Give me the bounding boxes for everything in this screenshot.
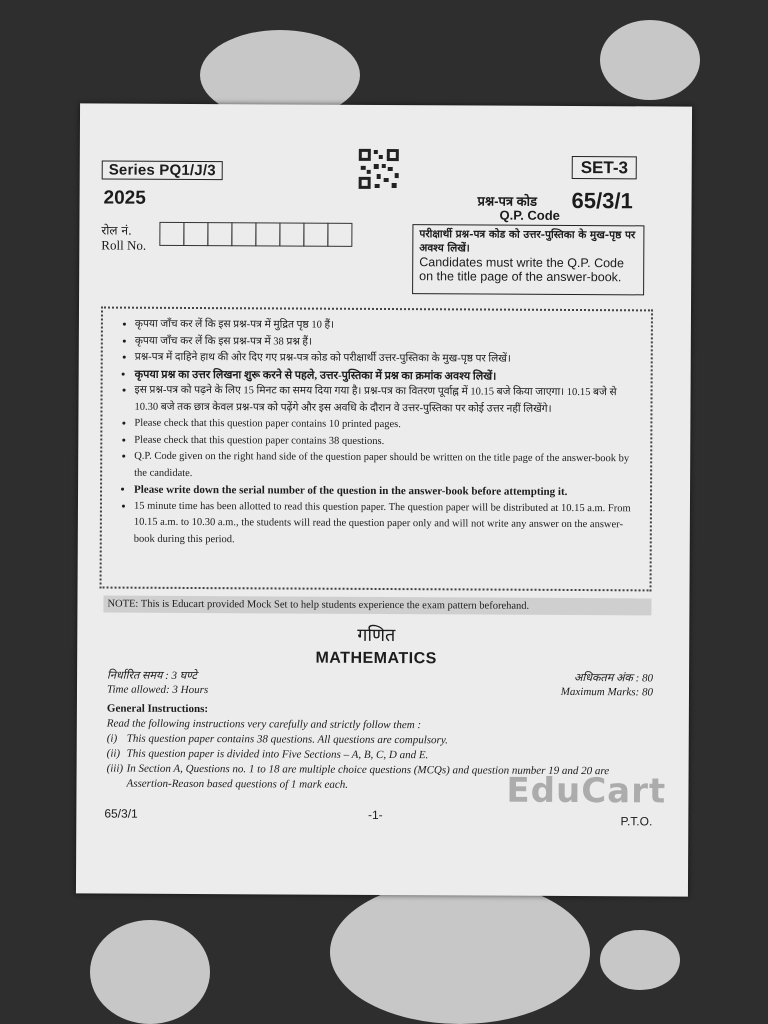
general-instructions-intro: Read the following instructions very carefully and strictly follow them : [106,717,422,732]
maximum-marks-hindi: अधिकतम अंक : 80 [573,671,654,685]
item-text: This question paper contains 38 questions. All questions are compulsory. [126,732,448,747]
set-label: SET-3 [572,156,637,179]
year: 2025 [103,187,146,209]
item-number: (ii) [106,747,121,760]
background-flower [330,880,590,1024]
instruction-item: • 15 minute time has been allotted to read this question paper. The question paper will be distributed at 10.15 a.m. From 10.15 a.m. to 10.30 a.m., the students will read the question paper only and will not write any answer on the answer-book during this period. [134,498,640,550]
subject-title: MATHEMATICS [315,649,437,668]
instruction-item: • Please write down the serial number of the question in the answer-book before attempting it. [134,482,640,501]
roll-number-hindi-label: रोल नं. [101,223,132,238]
page-number: -1- [367,807,383,822]
mock-set-note: NOTE: This is Educart provided Mock Set to help students experience the exam pattern beforehand. [103,596,651,616]
instruction-item: • Please check that this question paper contains 38 questions. [134,432,640,451]
instructions-box [100,307,653,592]
time-allowed-english: Time allowed: 3 Hours [106,683,209,697]
background-flower [600,20,700,100]
qp-code: 65/3/1 [571,187,633,214]
time-allowed-hindi: निर्धारित समय : 3 घण्टे [107,669,198,683]
item-text: This question paper is divided into Five Sections – A, B, C, D and E. [126,747,429,762]
instruction-item: • कृपया जाँच कर लें कि इस प्रश्न-पत्र में मुद्रित पृष्ठ 10 हैं। [135,317,641,336]
series-label: Series PQ1/J/3 [102,161,223,181]
instruction-item: • Please check that this question paper contains 10 printed pages. [134,416,640,435]
pto-label: P.T.O. [620,814,653,829]
qp-code-label: Q.P. Code [499,207,560,223]
background-flower [600,930,680,990]
instruction-item: • कृपया प्रश्न का उत्तर लिखना शुरू करने से पहले, उत्तर-पुस्तिका में प्रश्न का क्रमांक अवश्य लिखें। [135,366,641,385]
background-flower [90,920,210,1024]
maximum-marks [561,671,653,699]
roll-number-boxes[interactable] [159,222,351,247]
instruction-item: • Q.P. Code given on the right hand side of the question paper should be written on the title page of the answer-book by the candidate. [134,449,640,485]
time-allowed [107,669,208,698]
footer-qp-code: 65/3/1 [104,806,138,821]
instruction-item: • प्रश्न-पत्र में दाहिने हाथ की ओर दिए गए प्रश्न-पत्र कोड को परीक्षार्थी उत्तर-पुस्तिका के मुख-पृष्ठ पर लिखें। [135,350,641,369]
instruction-item: • कृपया जाँच कर लें कि इस प्रश्न-पत्र में 38 प्रश्न हैं। [135,333,641,352]
maximum-marks-english: Maximum Marks: 80 [560,685,654,699]
item-number: (iii) [106,762,124,775]
subject-hindi-title: गणित [357,624,396,647]
qp-code-hindi-label: प्रश्न-पत्र कोड [477,193,538,209]
item-text: In Section A, Questions no. 1 to 18 are multiple choice questions (MCQs) and question number 19 and 20 are Assertion-Reason based questions of 1 mark each. [126,762,610,791]
item-number: (i) [106,732,118,745]
candidate-notice-box [412,224,644,295]
qr-code-icon [357,147,401,191]
candidate-notice-english: Candidates must write the Q.P. Code on the title page of the answer-book. [419,255,625,285]
educart-watermark: EduCart [506,770,667,812]
exam-paper [76,103,692,896]
candidate-notice-hindi: परीक्षार्थी प्रश्न-पत्र कोड को उत्तर-पुस्तिका के मुख-पृष्ठ पर अवश्य लिखें। [419,228,636,255]
general-instructions-heading: General Instructions: [106,702,209,716]
roll-number-label: Roll No. [101,237,147,253]
instruction-item: • इस प्रश्न-पत्र को पढ़ने के लिए 15 मिनट का समय दिया गया है। प्रश्न-पत्र का वितरण पूर्वाह्न में 10.15 बजे किया जाएगा। 10.15 बजे से 10.30 बजे तक छात्र केवल प्रश्न-पत्र को पढ़ेंगे और इस अवधि के दौरान वे उत्तर-पुस्तिका पर कोई उत्तर नहीं लिखेंगे। [134,383,640,419]
